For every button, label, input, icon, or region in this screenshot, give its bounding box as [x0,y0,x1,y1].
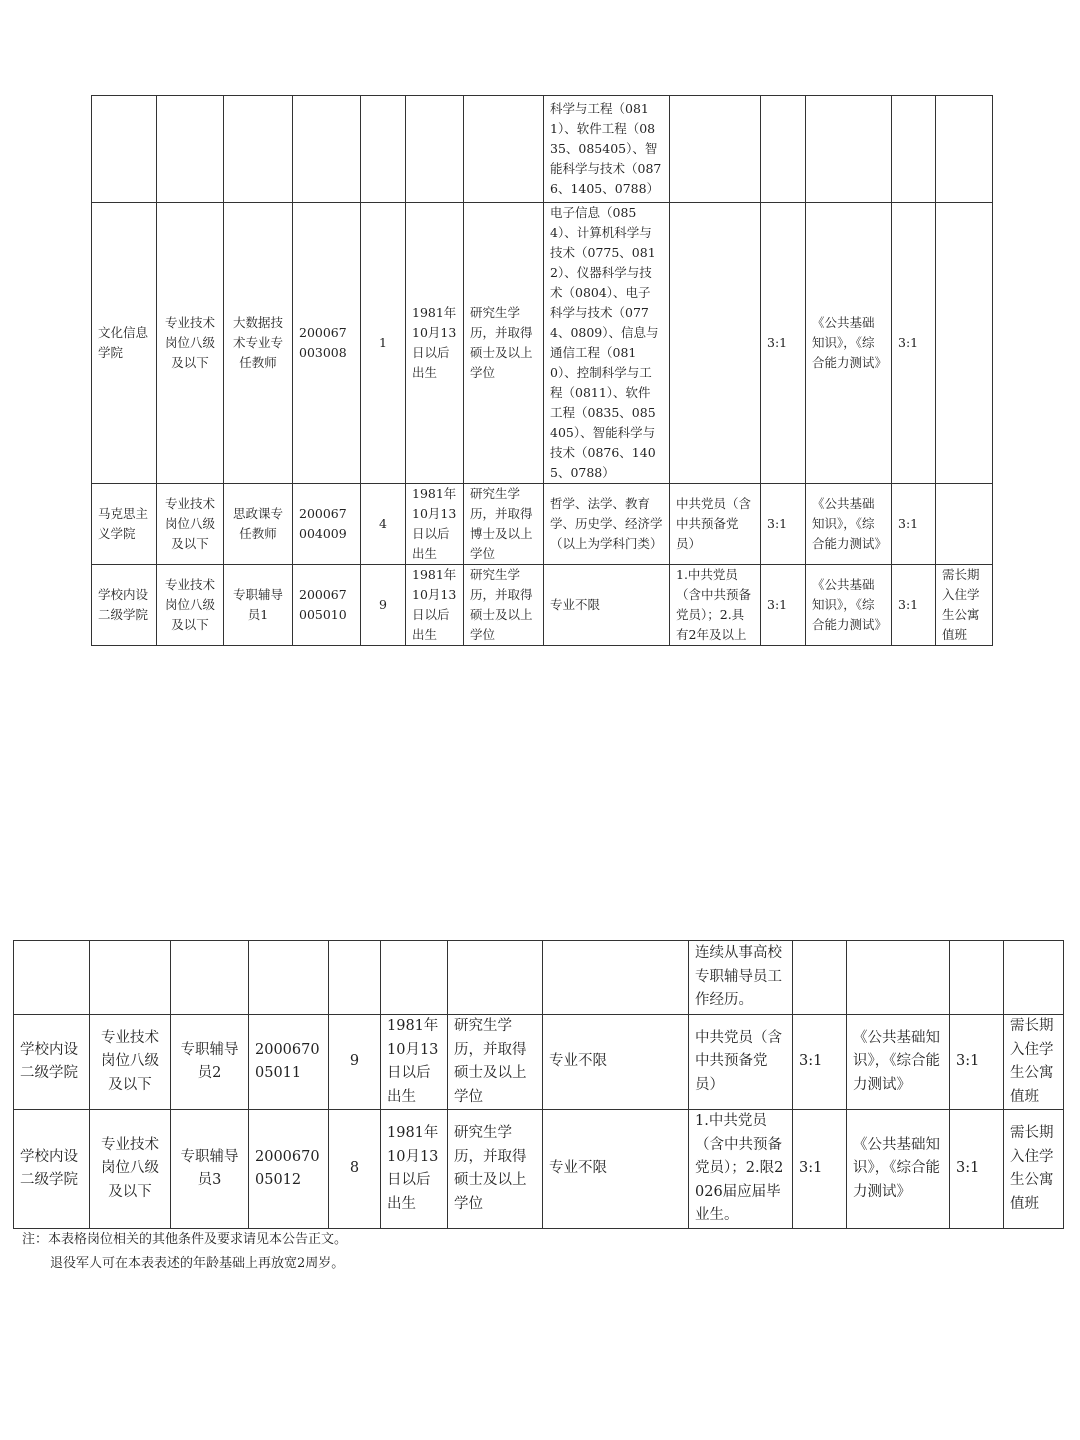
table-cell: 《公共基础知识》，《综合能力测试》 [847,1015,950,1110]
table-cell [406,96,464,203]
table-cell: 200067005011 [249,1015,329,1110]
table-cell [293,96,361,203]
table-cell [936,484,993,565]
table-cell [806,96,892,203]
table-cell: 1.中共党员（含中共预备党员）；2.限2026届应届毕业生。 [689,1110,793,1229]
table-cell: 研究生学历，并取得博士及以上学位 [464,484,544,565]
table-cell: 《公共基础知识》，《综合能力测试》 [806,565,892,646]
table-row [92,96,993,203]
table-cell: 1 [361,203,406,484]
table-cell: 连续从事高校专职辅导员工作经历。 [689,941,793,1015]
table-cell: 3:1 [793,1110,847,1229]
table-cell: 需长期入住学生公寓值班 [936,565,993,646]
table-cell [92,96,157,203]
job-table-top [91,95,993,646]
table-note [22,1228,347,1276]
table-cell [936,96,993,203]
table-cell [793,941,847,1015]
table-cell [543,941,689,1015]
table-cell: 哲学、法学、教育学、历史学、经济学（以上为学科门类） [544,484,670,565]
table-cell: 3:1 [761,565,806,646]
table-cell: 专业技术岗位八级及以下 [157,203,224,484]
table-cell: 专职辅导员1 [224,565,293,646]
table-cell: 电子信息（0854）、计算机科学与技术（0775、0812）、仪器科学与技术（0804）、电子科学与技术（0774、0809）、信息与通信工程（0810）、控制科学与工程（0811）、软件工程（0835、085405）、智能科学与技术（0876、1405、0788） [544,203,670,484]
table-cell: 专业技术岗位八级及以下 [157,565,224,646]
table-row [14,1110,1064,1229]
table-cell [224,96,293,203]
table-row [92,484,993,565]
table-cell [171,941,249,1015]
table-cell: 文化信息学院 [92,203,157,484]
table-cell: 专业技术岗位八级及以下 [90,1015,171,1110]
table-cell: 200067005010 [293,565,361,646]
table-cell [464,96,544,203]
table-cell: 200067004009 [293,484,361,565]
table-cell: 1981年10月13日以后出生 [406,484,464,565]
table-cell [249,941,329,1015]
table-cell [1004,941,1064,1015]
table-bottom-body [14,941,1064,1229]
table-cell [670,203,761,484]
table-cell: 科学与工程（0811）、软件工程（0835、085405）、智能科学与技术（0876、1405、0788） [544,96,670,203]
table-cell [329,941,381,1015]
table-cell: 学校内设二级学院 [14,1015,90,1110]
table-row [14,941,1064,1015]
table-cell: 《公共基础知识》，《综合能力测试》 [847,1110,950,1229]
table-cell: 3:1 [950,1110,1004,1229]
table-cell: 200067005012 [249,1110,329,1229]
table-row [14,1015,1064,1110]
table-cell: 专职辅导员2 [171,1015,249,1110]
table-cell: 研究生学历，并取得硕士及以上学位 [464,203,544,484]
table-cell [448,941,543,1015]
table-cell: 研究生学历，并取得硕士及以上学位 [448,1015,543,1110]
table-cell: 《公共基础知识》，《综合能力测试》 [806,203,892,484]
table-cell: 1981年10月13日以后出生 [406,565,464,646]
table-cell: 需长期入住学生公寓值班 [1004,1110,1064,1229]
table-top-body [92,96,993,646]
note-line-2: 退役军人可在本表表述的年龄基础上再放宽2周岁。 [50,1256,345,1271]
table-cell [14,941,90,1015]
table-cell: 思政课专任教师 [224,484,293,565]
table-cell [381,941,448,1015]
table-cell: 研究生学历，并取得硕士及以上学位 [448,1110,543,1229]
table-cell: 大数据技术专业专任教师 [224,203,293,484]
table-cell: 1981年10月13日以后出生 [381,1110,448,1229]
table-cell: 专业不限 [544,565,670,646]
table-cell: 专业技术岗位八级及以下 [90,1110,171,1229]
table-cell: 1.中共党员（含中共预备党员）；2.具有2年及以上 [670,565,761,646]
table-cell [892,96,936,203]
table-cell: 研究生学历，并取得硕士及以上学位 [464,565,544,646]
table-row [92,565,993,646]
table-cell: 9 [361,565,406,646]
table-cell: 专业技术岗位八级及以下 [157,484,224,565]
table-cell: 学校内设二级学院 [14,1110,90,1229]
table-cell: 200067003008 [293,203,361,484]
table-cell [361,96,406,203]
note-line-1: 注：本表格岗位相关的其他条件及要求请见本公告正文。 [22,1232,348,1247]
table-cell [761,96,806,203]
table-cell: 8 [329,1110,381,1229]
table-cell [90,941,171,1015]
table-cell: 专业不限 [543,1015,689,1110]
table-cell: 3:1 [761,203,806,484]
job-table-bottom [13,940,1064,1229]
table-cell [670,96,761,203]
table-cell: 学校内设二级学院 [92,565,157,646]
table-cell: 中共党员（含中共预备党员） [670,484,761,565]
table-cell: 《公共基础知识》，《综合能力测试》 [806,484,892,565]
table-cell: 专职辅导员3 [171,1110,249,1229]
table-cell: 中共党员（含中共预备党员） [689,1015,793,1110]
table-cell: 1981年10月13日以后出生 [381,1015,448,1110]
table-cell: 3:1 [761,484,806,565]
table-cell: 3:1 [793,1015,847,1110]
table-cell: 3:1 [892,203,936,484]
table-cell: 专业不限 [543,1110,689,1229]
table-cell [157,96,224,203]
table-cell [847,941,950,1015]
table-cell [950,941,1004,1015]
table-cell: 需长期入住学生公寓值班 [1004,1015,1064,1110]
table-row [92,203,993,484]
table-cell: 马克思主义学院 [92,484,157,565]
table-cell: 9 [329,1015,381,1110]
table-cell: 3:1 [950,1015,1004,1110]
table-cell: 4 [361,484,406,565]
table-cell: 1981年10月13日以后出生 [406,203,464,484]
table-cell: 3:1 [892,565,936,646]
table-cell [936,203,993,484]
table-cell: 3:1 [892,484,936,565]
